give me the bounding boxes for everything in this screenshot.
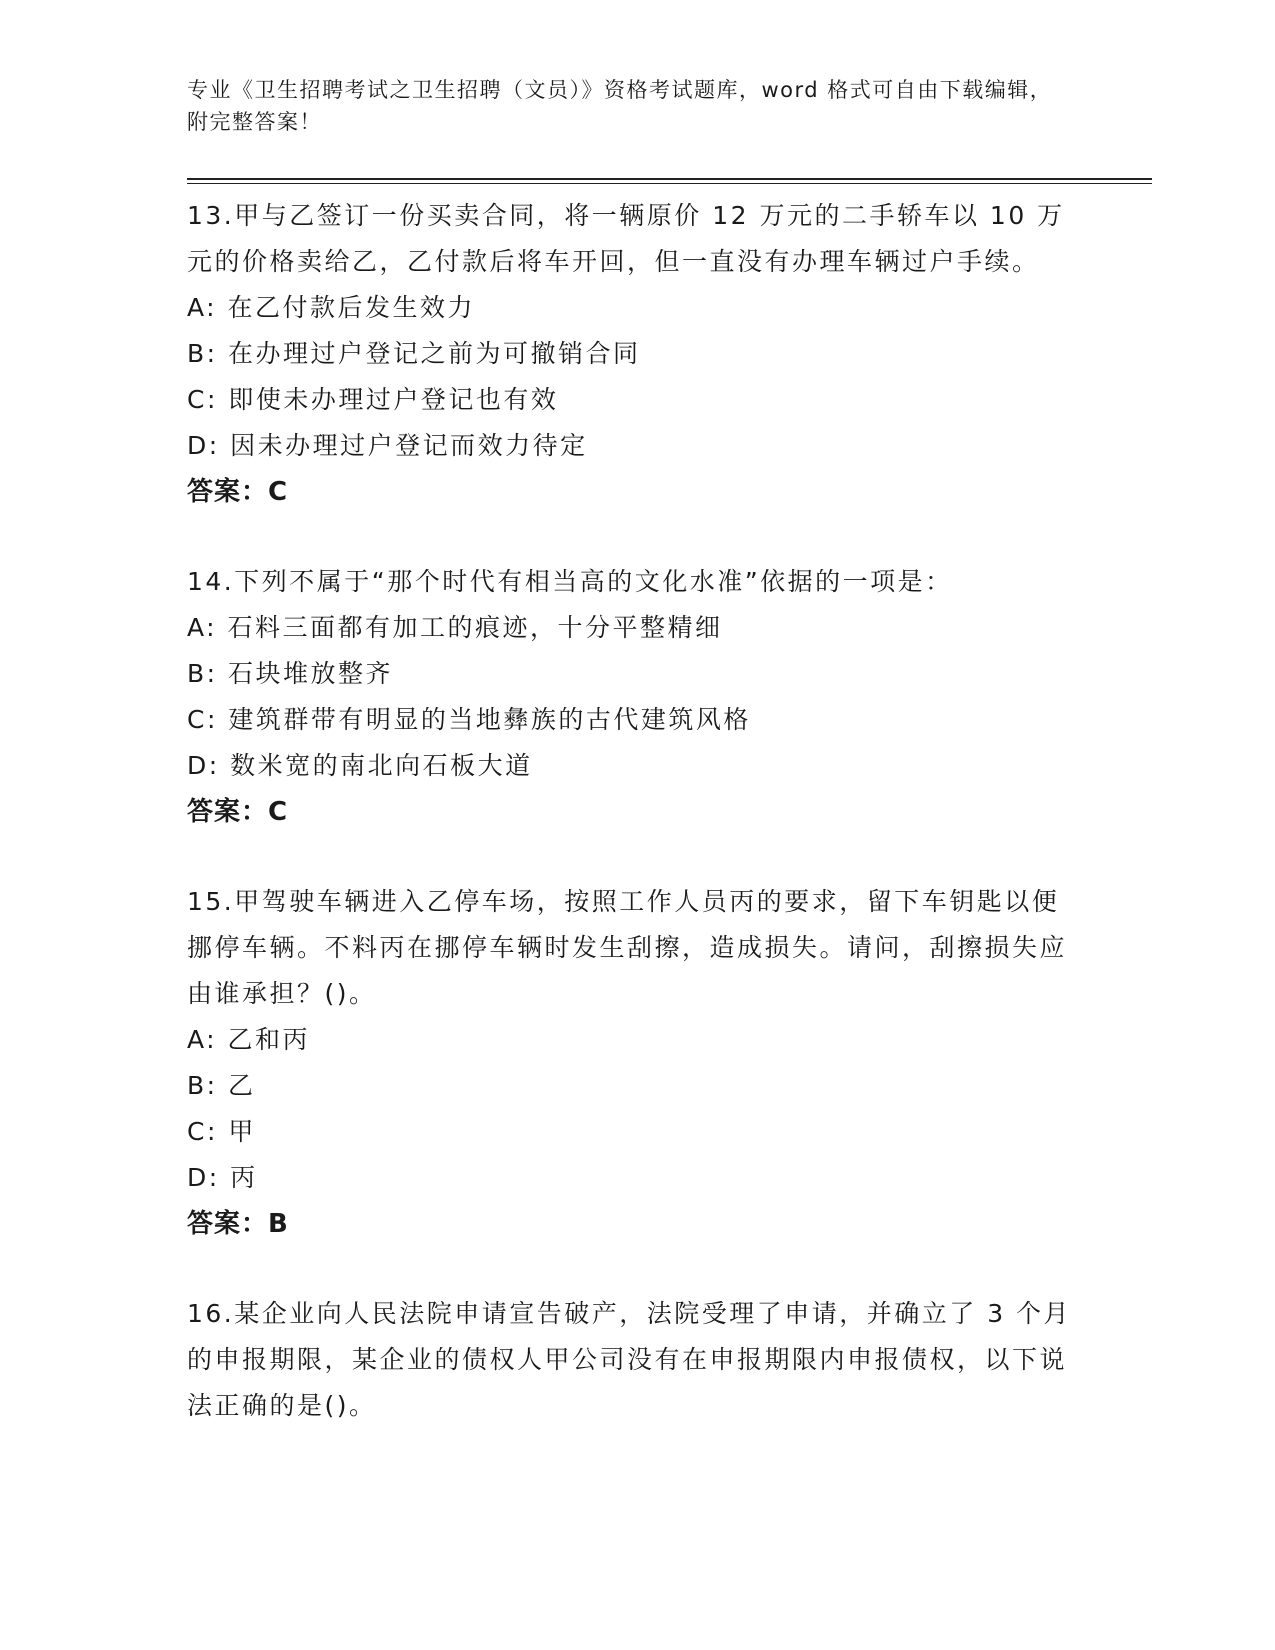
option-c: C: 即使未办理过户登记也有效 — [187, 385, 559, 414]
question-stem: 16.某企业向人民法院申请宣告破产，法院受理了申请，并确立了 3 个月的申报期限，某企业的债权人甲公司没有在申报期限内申报债权，以下说法正确的是()。 — [187, 1299, 1072, 1420]
answer-label: 答案：C — [187, 477, 289, 507]
header-rule-thin — [187, 183, 1152, 184]
option-a: A: 乙和丙 — [187, 1025, 311, 1054]
answer-label: 答案：C — [187, 797, 289, 827]
header-rule-thick — [187, 178, 1152, 180]
document-header: 专业《卫生招聘考试之卫生招聘（文员）》资格考试题库，word 格式可自由下载编辑，附完整答案！ — [187, 78, 1053, 134]
option-d: D: 丙 — [187, 1163, 258, 1192]
question-spacer — [187, 835, 1077, 879]
question-15 — [187, 879, 1077, 1247]
question-spacer — [187, 1247, 1077, 1291]
question-list — [187, 193, 1077, 1429]
option-d: D: 数米宽的南北向石板大道 — [187, 751, 533, 780]
option-a: A: 在乙付款后发生效力 — [187, 293, 476, 322]
question-stem: 15.甲驾驶车辆进入乙停车场，按照工作人员丙的要求，留下车钥匙以便挪停车辆。不料丙在挪停车辆时发生刮擦，造成损失。请问，刮擦损失应由谁承担？()。 — [187, 887, 1068, 1008]
option-d: D: 因未办理过户登记而效力待定 — [187, 431, 588, 460]
question-spacer — [187, 515, 1077, 559]
question-13 — [187, 193, 1077, 515]
option-c: C: 甲 — [187, 1117, 256, 1146]
option-a: A: 石料三面都有加工的痕迹，十分平整精细 — [187, 613, 723, 642]
option-b: B: 石块堆放整齐 — [187, 659, 394, 688]
option-c: C: 建筑群带有明显的当地彝族的古代建筑风格 — [187, 705, 751, 734]
question-16 — [187, 1291, 1077, 1429]
option-b: B: 在办理过户登记之前为可撤销合同 — [187, 339, 641, 368]
question-14 — [187, 559, 1077, 835]
question-stem: 14.下列不属于“那个时代有相当高的文化水准”依据的一项是： — [187, 567, 953, 596]
option-b: B: 乙 — [187, 1071, 256, 1100]
question-stem: 13.甲与乙签订一份买卖合同，将一辆原价 12 万元的二手轿车以 10 万元的价格卖给乙，乙付款后将车开回，但一直没有办理车辆过户手续。 — [187, 201, 1065, 276]
answer-label: 答案：B — [187, 1209, 289, 1239]
